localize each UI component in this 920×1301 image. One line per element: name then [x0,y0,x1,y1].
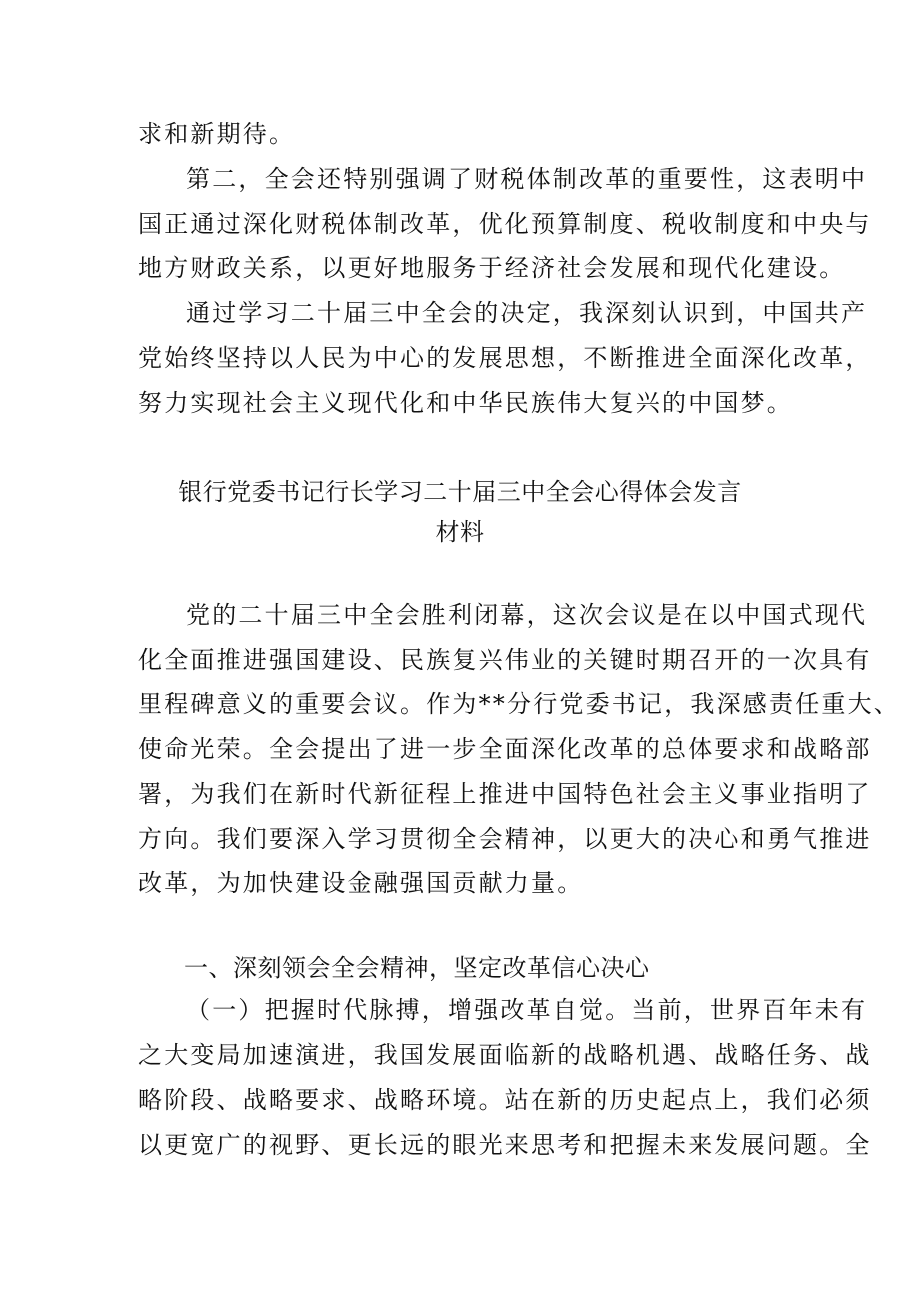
section-line-3: 略阶段、战略要求、战略环境。站在新的历史起点上，我们必须 [138,1086,872,1114]
article-title-line-2: 材料 [435,518,485,546]
intro-line-5: 通过学习二十届三中全会的决定，我深刻认识到，中国共产 [186,299,868,327]
article-title-line-1: 银行党委书记行长学习二十届三中全会心得体会发言 [178,478,742,506]
body-line-2: 化全面推进强国建设、民族复兴伟业的关键时期召开的一次具有 [138,646,872,674]
intro-line-4: 地方财政关系，以更好地服务于经济社会发展和现代化建设。 [138,254,846,282]
section-line-4: 以更宽广的视野、更长远的眼光来思考和把握未来发展问题。全 [138,1131,872,1159]
section-line-1: （一）把握时代脉搏，增强改革自觉。当前，世界百年未有 [186,996,868,1024]
body-line-4: 使命光荣。全会提出了进一步全面深化改革的总体要求和战略部 [138,735,872,763]
section-heading: 一、深刻领会全会精神，坚定改革信心决心 [184,954,650,982]
body-line-3: 里程碑意义的重要会议。作为**分行党委书记，我深感责任重大、 [138,690,900,718]
intro-line-7: 努力实现社会主义现代化和中华民族伟大复兴的中国梦。 [138,389,793,417]
intro-line-6: 党始终坚持以人民为中心的发展思想，不断推进全面深化改革， [138,344,872,372]
section-line-2: 之大变局加速演进，我国发展面临新的战略机遇、战略任务、战 [138,1041,872,1069]
intro-line-1: 求和新期待。 [138,120,296,148]
intro-line-2: 第二，全会还特别强调了财税体制改革的重要性，这表明中 [186,165,868,193]
body-line-7: 改革，为加快建设金融强国贡献力量。 [138,869,584,897]
body-line-1: 党的二十届三中全会胜利闭幕，这次会议是在以中国式现代 [186,601,868,629]
body-line-6: 方向。我们要深入学习贯彻全会精神，以更大的决心和勇气推进 [138,825,872,853]
body-line-5: 署，为我们在新时代新征程上推进中国特色社会主义事业指明了 [138,780,872,808]
intro-line-3: 国正通过深化财税体制改革，优化预算制度、税收制度和中央与 [138,210,872,238]
